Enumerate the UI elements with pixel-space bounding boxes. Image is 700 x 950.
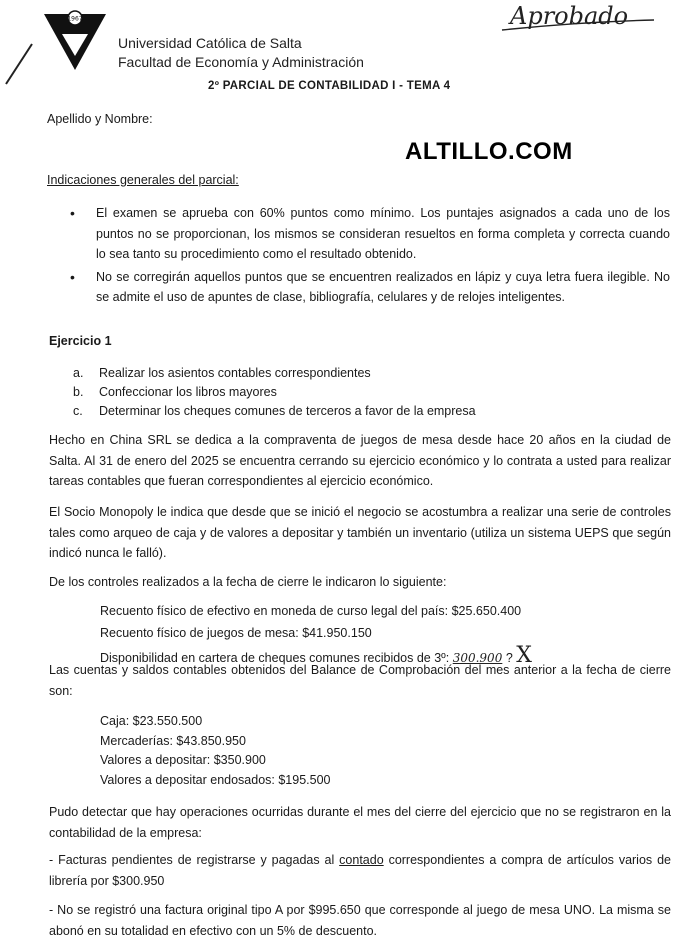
controls-intro: De los controles realizados a la fecha de cierre le indicaron lo siguiente: xyxy=(49,575,447,589)
university-header xyxy=(118,34,364,72)
exam-title: 2º PARCIAL DE CONTABILIDAD I - TEMA 4 xyxy=(208,80,451,92)
task-text: Realizar los asientos contables correspondientes xyxy=(99,366,371,380)
watermark: ALTILLO.COM xyxy=(405,138,573,165)
operation-1-text-end: correspondientes a compra de artículos varios de librería por $300.950 xyxy=(49,853,671,888)
university-shield-icon xyxy=(40,8,110,72)
task-list xyxy=(73,364,476,421)
operation-1-text-start: - Facturas pendientes de registrarse y pagadas al xyxy=(49,853,340,867)
university-name: Universidad Católica de Salta xyxy=(118,35,302,51)
indication-text: El examen se aprueba con 60% puntos como mínimo. Los puntajes asignados a cada uno de los puntos no se proporcionan, los mismos se consideran resueltos en forma completa y correcta cuando lo sea tanto su procedimiento como el resultado obtenido. xyxy=(96,206,670,261)
operation-1 xyxy=(49,850,671,891)
checks-label: Disponibilidad en cartera de cheques comunes recibidos de 3º: xyxy=(100,651,450,665)
logo-badge: 1967 xyxy=(67,15,83,23)
balance-item: Mercaderías: $43.850.950 xyxy=(100,733,246,748)
bullet-icon: • xyxy=(70,205,75,221)
task-letter: b. xyxy=(73,385,84,399)
company-intro-paragraph: Hecho en China SRL se dedica a la compraventa de juegos de mesa desde hace 20 años en la ciudad de Salta. Al 31 de enero del 2025 se encuentra cerrando su ejercicio económico y lo contrata a usted para realizar tareas contables que fueran correspondientes al ejercicio económico. xyxy=(49,433,671,488)
bullet-icon: • xyxy=(70,268,75,285)
unrecorded-intro: Pudo detectar que hay operaciones ocurridas durante el mes del cierre del ejercicio que no se registraron en la contabilidad de la empresa: xyxy=(49,805,671,840)
grade-text: Aprobado xyxy=(510,2,629,30)
indication-text: No se corregirán aquellos puntos que se encuentren realizados en lápiz y cuya letra fuera ilegible. No se admite el uso de apuntes de clase, bibliografía, celulares y de relojes inteligentes. xyxy=(96,269,670,304)
pen-stroke-mark xyxy=(2,40,38,88)
list-item xyxy=(73,364,476,383)
checks-suffix: ? xyxy=(505,651,513,665)
balance-item: Valores a depositar: $350.900 xyxy=(100,753,266,767)
controls-list xyxy=(100,602,532,668)
balance-item: Caja: $23.550.500 xyxy=(100,714,203,728)
operation-2: - No se registró una factura original tipo A por $995.650 que corresponde al juego de mesa UNO. La misma se abonó en su totalidad en efectivo con un 5% de descuento. xyxy=(49,903,671,938)
task-letter: a. xyxy=(73,366,84,380)
checks-handwritten-value: 300.900 xyxy=(452,651,503,665)
list-item xyxy=(70,267,670,308)
cross-mark-icon: X xyxy=(516,643,532,668)
task-text: Confeccionar los libros mayores xyxy=(99,385,277,399)
indications-heading: Indicaciones generales del parcial: xyxy=(47,173,239,187)
balance-item: Valores a depositar endosados: $195.500 xyxy=(100,772,331,787)
list-item xyxy=(73,402,476,421)
task-text: Determinar los cheques comunes de terceros a favor de la empresa xyxy=(99,404,476,418)
exercise-title: Ejercicio 1 xyxy=(49,334,112,348)
control-item: Recuento físico de efectivo en moneda de curso legal del país: $25.650.400 xyxy=(100,604,522,618)
operation-1-underlined-word: contado xyxy=(339,853,384,867)
partner-paragraph: El Socio Monopoly le indica que desde que se inició el negocio se acostumbra a realizar una serie de controles tales como arqueo de caja y de valores a depositar y también un inventario (utiliza un sistema UEPS que según indicó nunca le falló). xyxy=(49,505,671,560)
faculty-name: Facultad de Economía y Administración xyxy=(118,54,364,70)
control-item: Recuento físico de juegos de mesa: $41.950.150 xyxy=(100,626,372,640)
list-item xyxy=(73,383,476,402)
balances-list xyxy=(100,712,331,790)
indications-list xyxy=(70,203,670,310)
name-field-label: Apellido y Nombre: xyxy=(47,112,153,126)
task-letter: c. xyxy=(73,404,83,418)
university-logo xyxy=(40,8,110,75)
balances-intro: Las cuentas y saldos contables obtenidos del Balance de Comprobación del mes anterior a la fecha de cierre son: xyxy=(49,663,671,698)
list-item xyxy=(70,203,670,265)
